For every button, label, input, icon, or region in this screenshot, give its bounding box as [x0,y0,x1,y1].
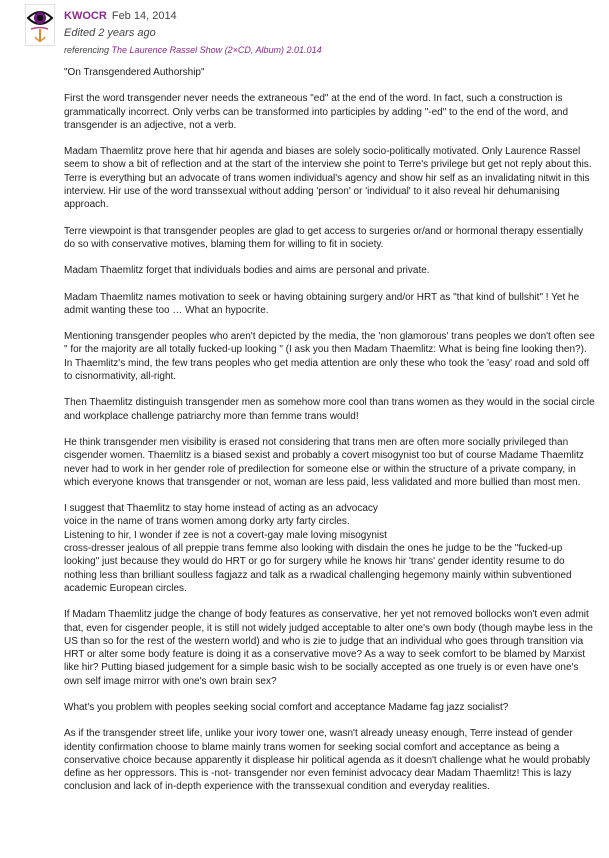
review-paragraph: If Madam Thaemlitz judge the change of body features as conservative, her yet not removed bollocks won't even admit that, even for cisgender people, it is still not widely judged acceptable to alter one's own body (though maybe less in the US than so for the rest of the western world) and who is zie to judge that an individual who goes through transition via HRT or alter some body feature is doing it as a conservative move? As a way to seek comfort to be blamed by Marxist like hir? Putting biased judgement for a simple basic wish to be socially accepted as one truely is or even have one's own self image mirror with one's own brain sex? [64,609,593,687]
avatar[interactable] [25,4,55,46]
review-paragraph: What's you problem with peoples seeking social comfort and acceptance Madame fag jazz socialist? [64,701,509,713]
post-date: Feb 14, 2014 [111,10,177,22]
author-link[interactable]: KWOCR [64,10,107,22]
review-paragraph: Madam Thaemlitz prove here that hir agenda and biases are solely socio-politically motivated. Only Laurence Rassel seem to show a bit of reflection and at the start of the interview she point to Terre's privilege but get not reply about this. Terre is everything but an advocate of trans women individual's agency and show hir self as an invalidating nitwit in this interview. Hir use of the word transsexual without adding 'person' or 'individual' to it also reveal hir dehumanising approach. [64,146,592,211]
review-body [64,66,596,807]
review-paragraph: He think transgender men visibility is erased not considering that trans men are often more socially privileged than cisgender women. Thaemlitz is a biased sexist and probably a covert misogynist too but of course Madame Thaemlitz never had to work in her gender role of predilection for someone else or within the structure of a private company, in which everyone knows that transgender or not, woman are less paid, less validated and more bullied than most men. [64,436,584,488]
edited-note: Edited 2 years ago [64,27,156,39]
review-paragraph: Mentioning transgender peoples who aren't depicted by the media, the 'non glamorous' trans peoples we don't often see " for the majority are all totally fucked-up looking " (I ask you then Madam Thaemlitz: What is being fine looking then?). In Thaemlitz's mind, the few trans peoples who get media attention are only these who took the 'easy' road and sold off to cisnormativity, all-right. [64,331,595,383]
review-paragraph: Then Thaemlitz distinguish transgender men as somehow more cool than trans women as they would in the social circle and workplace challenge patriarchy more than femme trans would! [64,397,595,422]
reference-prefix: referencing [64,45,110,55]
review-paragraph: Terre viewpoint is that transgender peoples are glad to get access to surgeries or/and or hormonal therapy essentially do so with conservative motives, blaming them for willing to fit in society. [64,225,584,250]
reference-line [64,44,584,56]
release-link[interactable]: The Laurence Rassel Show (2×CD, Album) 2.01.014 [111,45,322,55]
review-paragraph: Madam Thaemlitz forget that individuals bodies and aims are personal and private. [64,265,430,277]
review-title: "On Transgendered Authorship" [64,67,205,78]
review-paragraph: I suggest that Thaemlitz to stay home instead of acting as an advocacy voice in the name of trans women among dorky arty farty circles. Listening to hir, I wonder if zee is not a covert-gay male loving misogynist cross-dresser jealous of all preppie trans femme also looking with disdain the ones he judge to be the "fucked-up looking" just because they would do HRT or go for surgery while he knows hir 'trans' gender identity resume to do nothing less than brilliant soulless fagjazz and talk as a rwadical challenging hegemony mainly within subventioned academic European circles. [64,503,572,594]
author-line [64,9,584,23]
review-paragraph: As if the transgender street life, unlike your ivory tower one, wasn't already uneasy enough, Terre instead of gender identity confirmation choose to blame mainly trans women for seeking social comfort and acceptance as being a conservative choice because apparently it displease hir political agenda as it doesn't challenge what he would probably define as her oppressors. This is -not- transgender nor even feminist advocacy dear Madam Thaemlitz! This is lazy conclusion and lack of in-depth experience with the transsexual condition and everyday realities. [64,728,591,793]
review-paragraph: Madam Thaemlitz names motivation to seek or having obtaining surgery and/or HRT as "that kind of bullshit" ! Yet he admit wanting these too … What an hypocrite. [64,291,580,316]
review-paragraph: First the word transgender never needs the extraneous "ed" at the end of the word. In fact, such a construction is grammatically incorrect. Only verbs can be transformed into participles by adding "-ed" to the end of the word, and transgender is an adjective, not a verb. [64,93,569,131]
post-header [64,9,584,56]
eye-icon [26,5,54,45]
